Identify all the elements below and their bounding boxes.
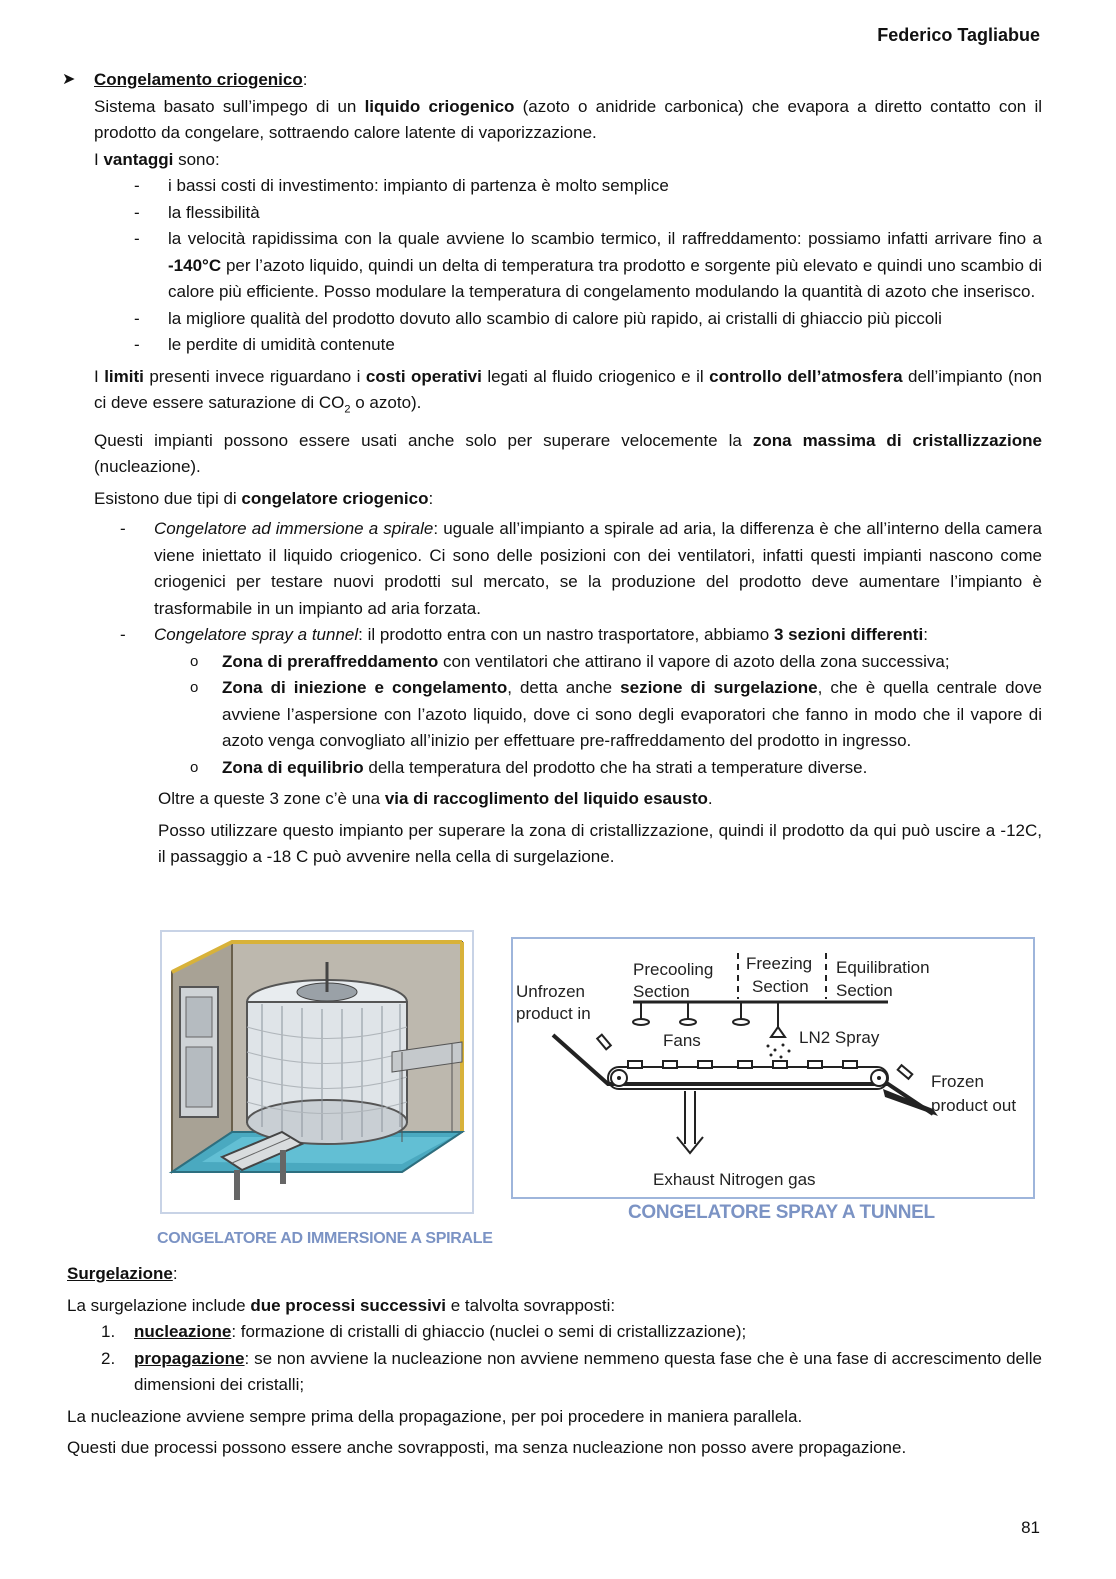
list-item: 2. propagazione: se non avviene la nucleazione non avviene nemmeno questa fase che è una fase di accrescimento delle dimensioni dei cristalli; bbox=[101, 1348, 1042, 1394]
surg-paragraph-2: Questi due processi possono essere anche sovrapposti, ma senza nucleazione non posso avere propagazione. bbox=[67, 1438, 907, 1457]
list-item: - la migliore qualità del prodotto dovuto allo scambio di calore più rapido, ai cristalli di ghiaccio più piccoli bbox=[94, 306, 1042, 333]
spiral-figure-caption: CONGELATORE AD IMMERSIONE A SPIRALE bbox=[157, 1230, 493, 1247]
unfrozen-label-1: Unfrozen bbox=[516, 982, 585, 1001]
list-item: - le perdite di umidità contenute bbox=[94, 332, 1042, 359]
tipi-paragraph: Esistono due tipi di congelatore criogenico: bbox=[94, 488, 434, 508]
freezer-types-list bbox=[94, 516, 1042, 649]
spray-tunnel-diagram bbox=[513, 939, 1033, 1197]
fans-label: Fans bbox=[663, 1031, 701, 1050]
frozen-label-1: Frozen bbox=[931, 1072, 984, 1091]
tunnel-figure-caption: CONGELATORE SPRAY A TUNNEL bbox=[628, 1202, 935, 1223]
intro-paragraph: Sistema basato sull’impego di un liquido criogenico (azoto o anidride carbonica) che evapora a diretto contatto con il prodotto da congelare, sottraendo calore latente di vaporizzazione. bbox=[94, 96, 1043, 142]
list-item: o Zona di preraffreddamento con ventilatori che attirano il vapore di azoto della zona successiva; bbox=[94, 649, 1042, 676]
section-congelamento-criogenico bbox=[62, 67, 1042, 871]
list-item: - Congelatore spray a tunnel: il prodotto entra con un nastro trasportatore, abbiamo 3 sezioni differenti: bbox=[94, 622, 1042, 649]
limits-paragraph: I limiti presenti invece riguardano i costi operativi legati al fluido criogenico e il controllo dell’atmosfera dell’impianto (non ci deve essere saturazione di $CO_2$ o azoto). bbox=[94, 366, 1043, 416]
surg-intro: La surgelazione include due processi successivi e talvolta sovrapposti: bbox=[67, 1295, 616, 1315]
section-heading: Surgelazione: bbox=[67, 1264, 178, 1283]
list-item: - la velocità rapidissima con la quale avviene lo scambio termico, il raffreddamento: possiamo infatti arrivare fino a -140°C per l’azoto liquido, quindi un delta di temperatura tra prodotto e sorgente più elevato e quindi uno scambio di calore più efficiente. Posso modulare la temperatura di congelamento modulando la quantità di azoto che inserisco. bbox=[94, 226, 1042, 306]
list-item: o Zona di equilibrio della temperatura del prodotto che ha strati a temperature diverse. bbox=[94, 755, 1042, 782]
freezing-label-2: Section bbox=[752, 977, 809, 996]
section-surgelazione bbox=[67, 1261, 1042, 1462]
spiral-freezer-illustration bbox=[162, 932, 472, 1212]
list-item: - Congelatore ad immersione a spirale: uguale all’impianto a spirale ad aria, la differenza è che all’interno della camera viene iniettato il liquido criogenico. Ci sono delle posizioni con dei ventilatori, infatti questi impianti nascono come criogenici per testare nuovi prodotti sul mercato, se la produzione del prodotto deve aumentare l’impianto è trasformabile in un impianto ad aria forzata. bbox=[94, 516, 1042, 622]
list-item: - i bassi costi di investimento: impianto di partenza è molto semplice bbox=[94, 173, 1042, 200]
posso-paragraph: Posso utilizzare questo impianto per superare la zona di cristallizzazione, quindi il prodotto da qui può uscire a -12C, il passaggio a -18 C può avvenire nella cella di surgelazione. bbox=[158, 820, 1042, 867]
tunnel-zones-list bbox=[94, 649, 1042, 782]
list-item: - la flessibilità bbox=[94, 200, 1042, 227]
advantages-heading: I vantaggi sono: bbox=[94, 149, 220, 169]
author-header: Federico Tagliabue bbox=[877, 25, 1040, 45]
spiral-freezer-figure bbox=[160, 930, 474, 1214]
section-heading: Congelamento criogenico: bbox=[94, 70, 308, 89]
page-number: 81 bbox=[1021, 1518, 1040, 1537]
equilibration-label-1: Equilibration bbox=[836, 958, 930, 977]
unfrozen-label-2: product in bbox=[516, 1004, 591, 1023]
oltre-paragraph: Oltre a queste 3 zone c’è una via di raccoglimento del liquido esausto. bbox=[158, 789, 713, 809]
equilibration-label-2: Section bbox=[836, 981, 893, 1000]
exhaust-label: Exhaust Nitrogen gas bbox=[653, 1170, 816, 1189]
precooling-label-2: Section bbox=[633, 982, 690, 1001]
advantages-list bbox=[94, 173, 1042, 359]
surg-process-list bbox=[67, 1319, 1042, 1399]
zona-paragraph: Questi impianti possono essere usati anche solo per superare velocemente la zona massima di cristallizzazione (nucleazione). bbox=[94, 430, 1042, 477]
list-item: 1. nucleazione: formazione di cristalli di ghiaccio (nuclei o semi di cristallizzazione); bbox=[101, 1322, 747, 1341]
freezing-label-1: Freezing bbox=[746, 954, 813, 973]
surg-paragraph-1: La nucleazione avviene sempre prima della propagazione, per poi procedere in maniera parallela. bbox=[67, 1406, 803, 1426]
precooling-label-1: Precooling bbox=[633, 960, 714, 979]
arrow-bullet-icon: ➤ bbox=[62, 71, 76, 88]
ln2-spray-label: LN2 Spray bbox=[799, 1028, 880, 1047]
spray-tunnel-figure bbox=[511, 937, 1035, 1199]
list-item: o Zona di iniezione e congelamento, detta anche sezione di surgelazione, che è quella centrale dove avviene l’aspersione con l’azoto liquido, dove ci sono degli evaporatori che fanno in modo che il vapore di azoto venga convogliato all’inizio per effettuare pre-raffreddamento del prodotto in ingresso. bbox=[94, 675, 1042, 755]
frozen-label-2: product out bbox=[931, 1096, 1017, 1115]
